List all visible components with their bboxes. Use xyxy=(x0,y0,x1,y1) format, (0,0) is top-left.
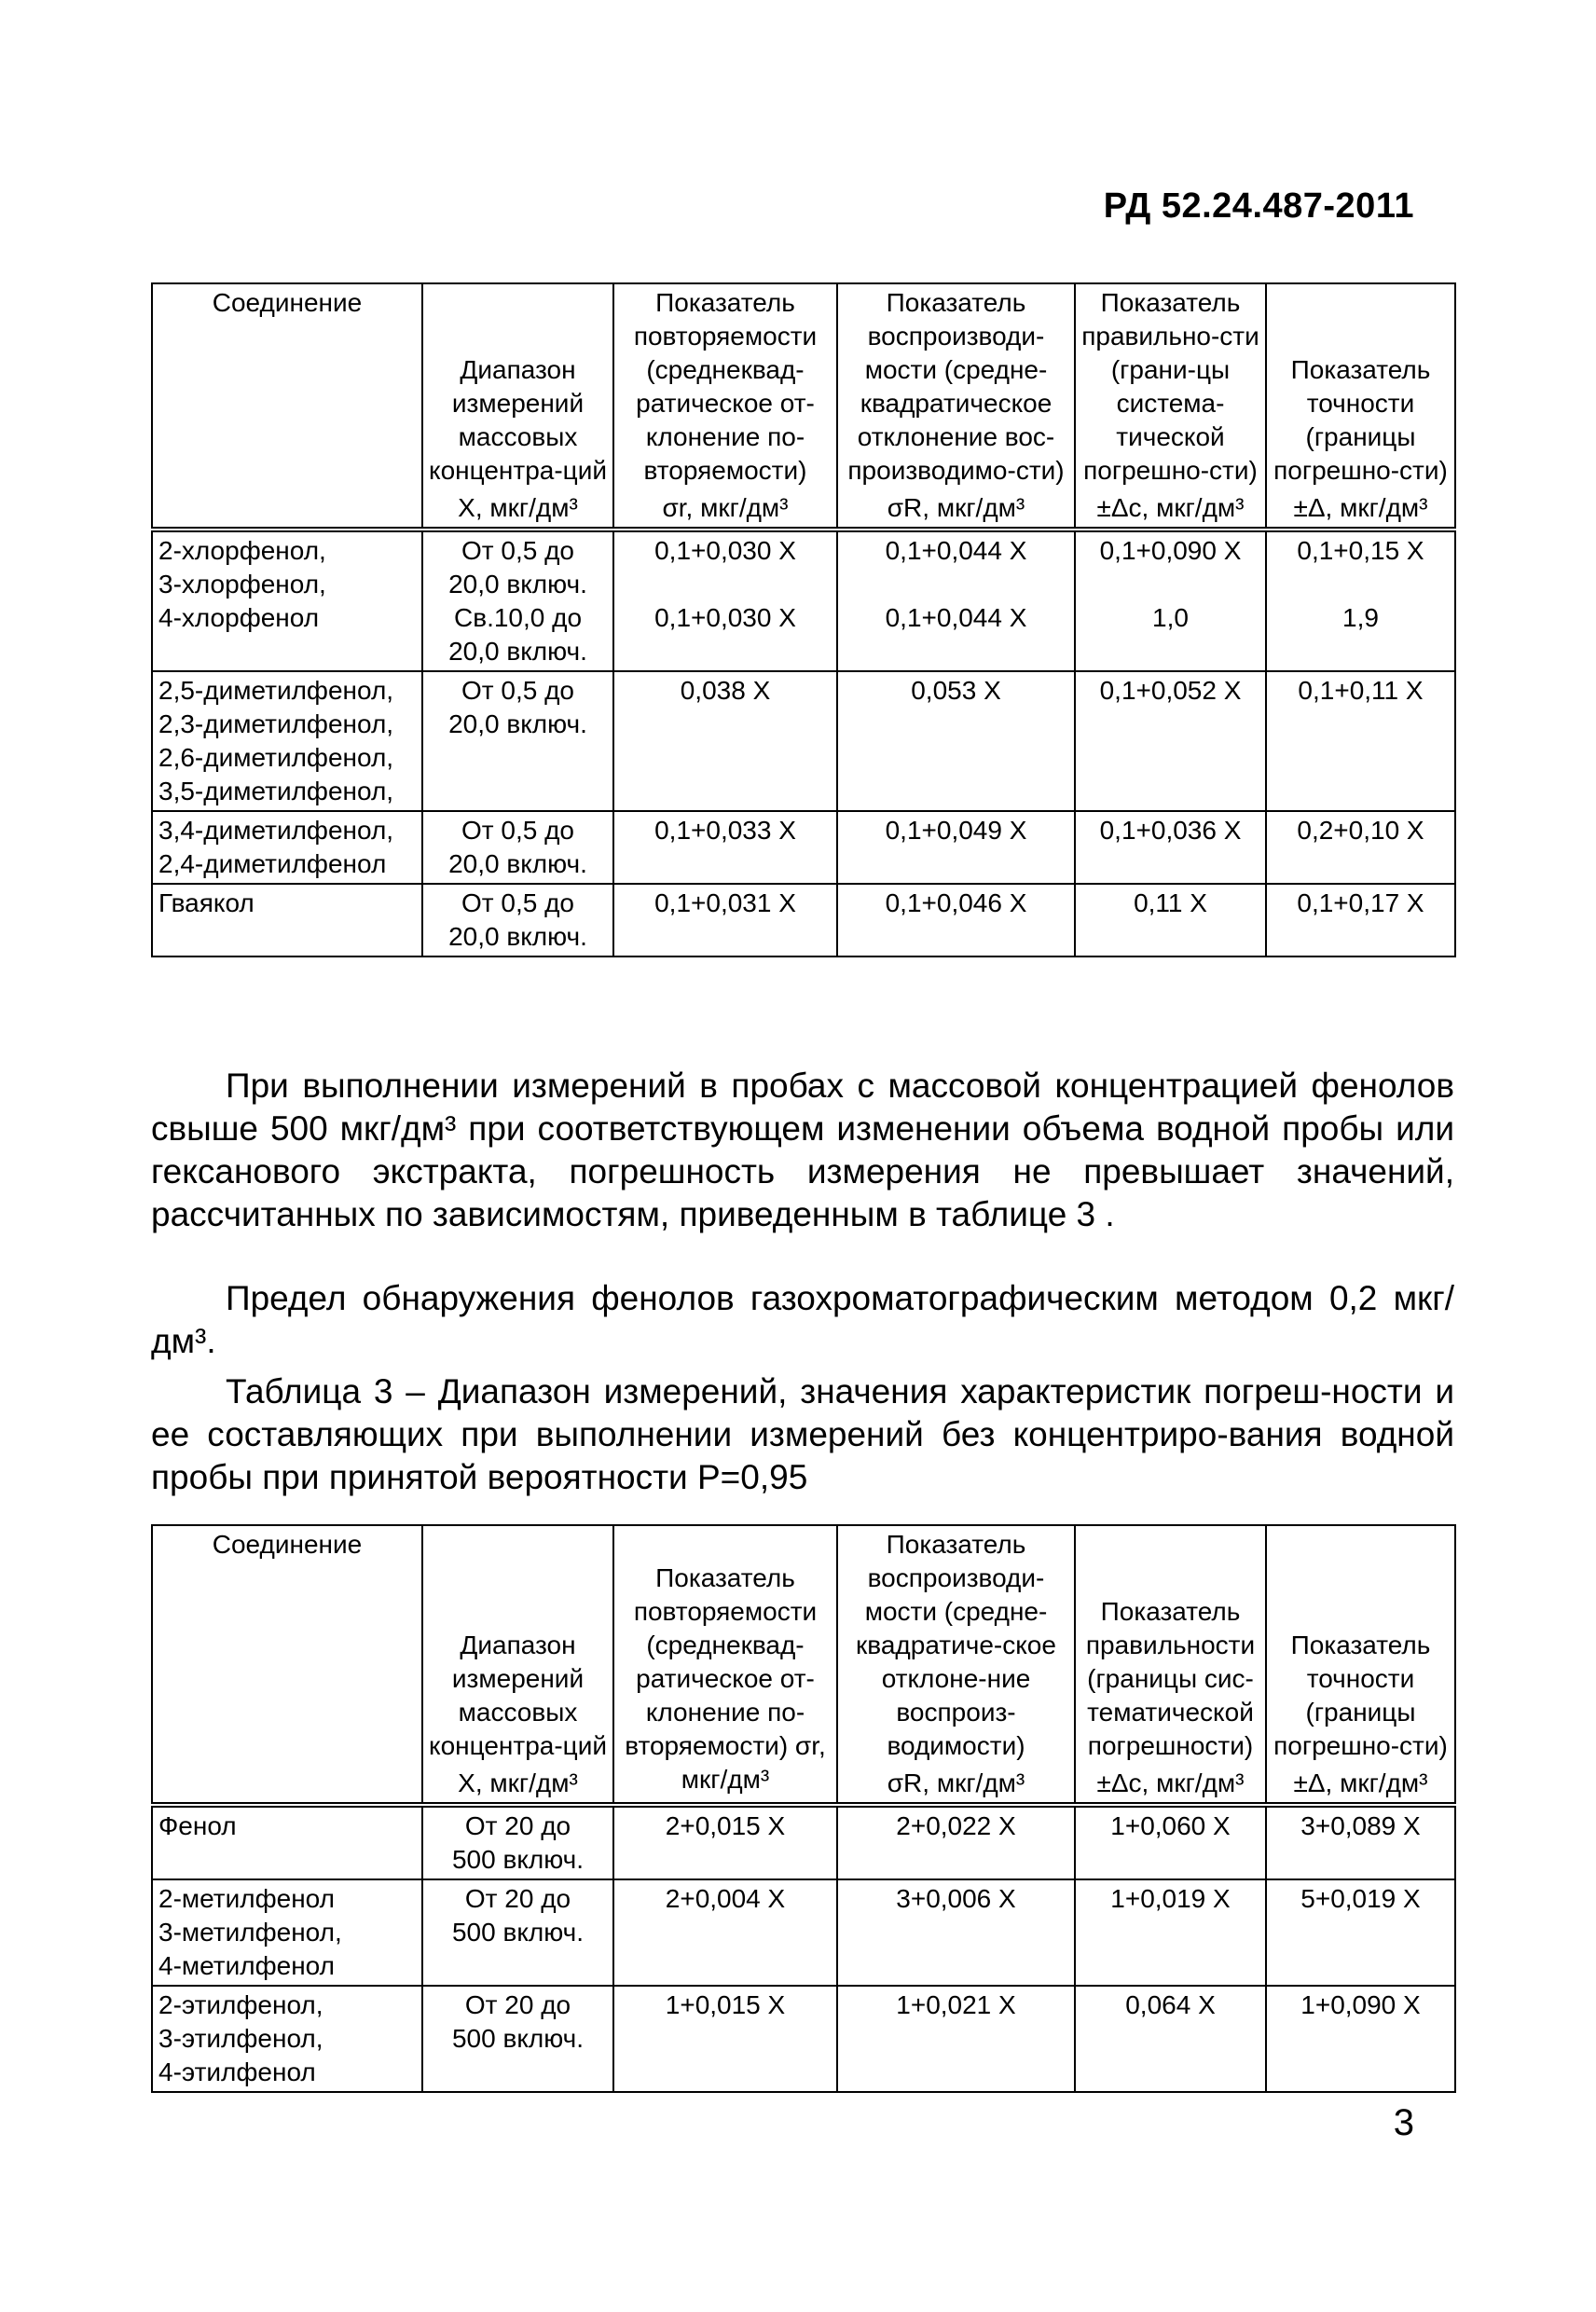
cell-line: 0,2+0,10 X xyxy=(1297,816,1424,845)
table-row xyxy=(152,884,1455,956)
cell-line: 0,1+0,030 X xyxy=(654,603,796,632)
table-cell-d xyxy=(1266,671,1455,811)
table-cell-sr xyxy=(613,530,837,671)
cell-line: 0,1+0,049 X xyxy=(885,816,1027,845)
cell-line: 1+0,060 X xyxy=(1110,1811,1231,1840)
cell-line: От 20 до xyxy=(464,1811,571,1840)
cell-line: 0,1+0,17 X xyxy=(1297,888,1424,917)
table-cell-range xyxy=(422,1805,613,1879)
cell-line: 0,1+0,031 X xyxy=(654,888,796,917)
cell-line: 4-метилфенол xyxy=(158,1951,335,1980)
cell-line: 3-этилфенол, xyxy=(158,2024,323,2053)
table-3 xyxy=(151,1524,1456,2093)
table-cell-dc xyxy=(1075,1805,1266,1879)
table-cell-dc xyxy=(1075,1879,1266,1986)
cell-line: 0,1+0,044 X xyxy=(885,536,1027,565)
cell-line: От 0,5 до xyxy=(461,888,574,917)
cell-line: 0,1+0,044 X xyxy=(885,603,1027,632)
table-header-row xyxy=(152,283,1455,530)
table-cell-d xyxy=(1266,1805,1455,1879)
cell-line: 5+0,019 X xyxy=(1300,1884,1421,1913)
table-cell-sR xyxy=(837,884,1075,956)
document-code: РД 52.24.487-2011 xyxy=(1103,186,1414,226)
table-cell-d xyxy=(1266,1879,1455,1986)
cell-line: Фенол xyxy=(158,1811,237,1840)
table-cell-range xyxy=(422,1879,613,1986)
table-cell-dc xyxy=(1075,671,1266,811)
table-cell-d xyxy=(1266,811,1455,884)
cell-line: 3+0,006 X xyxy=(896,1884,1016,1913)
table-cell-dc xyxy=(1075,1986,1266,2092)
cell-line: 0,11 X xyxy=(1134,888,1207,917)
table-row xyxy=(152,1805,1455,1879)
table-cell-compounds xyxy=(152,1879,422,1986)
column-header: Соединение xyxy=(152,283,422,530)
column-header: Показатель воспроизводи-мости (средне-квадратическое отклонение вос-производимо-сти) σR, мкг/дм³ xyxy=(837,283,1075,530)
cell-line: 0,1+0,033 X xyxy=(654,816,796,845)
cell-line: 2+0,015 X xyxy=(665,1811,786,1840)
cell-line: 3+0,089 X xyxy=(1300,1811,1421,1840)
cell-line: 2-хлорфенол, xyxy=(158,536,326,565)
table-cell-sR xyxy=(837,811,1075,884)
table-cell-sr xyxy=(613,671,837,811)
cell-line: 2,5-диметилфенол, xyxy=(158,676,394,705)
cell-line: 2+0,022 X xyxy=(896,1811,1016,1840)
column-header: Показатель точности (границы погрешно-сти) ±Δ, мкг/дм³ xyxy=(1266,283,1455,530)
cell-line: 0,053 X xyxy=(911,676,1001,705)
cell-line: 3,4-диметилфенол, xyxy=(158,816,394,845)
table-cell-dc xyxy=(1075,811,1266,884)
column-header: Диапазон измерений массовых концентра-ций X, мкг/дм³ xyxy=(422,1525,613,1805)
table-cell-range xyxy=(422,811,613,884)
table-cell-compounds xyxy=(152,530,422,671)
table-row xyxy=(152,530,1455,671)
cell-line: 1,9 xyxy=(1342,603,1379,632)
table-cell-sr xyxy=(613,1805,837,1879)
table-row xyxy=(152,1986,1455,2092)
table-cell-range xyxy=(422,1986,613,2092)
cell-line: 1+0,015 X xyxy=(665,1990,786,2019)
table-cell-dc xyxy=(1075,884,1266,956)
table-cell-compounds xyxy=(152,1986,422,2092)
table-cell-sR xyxy=(837,530,1075,671)
column-header: Показатель повторяемости (среднеквад-ратическое от-клонение по-вторяемости) σr, мкг/дм³ xyxy=(613,283,837,530)
cell-line: 1,0 xyxy=(1152,603,1189,632)
cell-line: 0,038 X xyxy=(680,676,771,705)
table-cell-compounds xyxy=(152,1805,422,1879)
column-header: Показатель повторяемости (среднеквад-ратическое от-клонение по-вторяемости) σr, мкг/дм³ xyxy=(613,1525,837,1805)
cell-line: 0,1+0,15 X xyxy=(1297,536,1424,565)
table-cell-sR xyxy=(837,1879,1075,1986)
table-row xyxy=(152,811,1455,884)
cell-line: 0,1+0,11 X xyxy=(1298,676,1424,705)
cell-line: Св.10,0 до xyxy=(453,603,583,632)
column-header: Диапазон измерений массовых концентра-ций X, мкг/дм³ xyxy=(422,283,613,530)
cell-line: От 0,5 до xyxy=(461,536,574,565)
table-cell-d xyxy=(1266,530,1455,671)
cell-line: 2-метилфенол xyxy=(158,1884,335,1913)
cell-line: 1+0,019 X xyxy=(1110,1884,1231,1913)
table-cell-compounds xyxy=(152,671,422,811)
cell-line xyxy=(1081,568,1259,601)
table-cell-d xyxy=(1266,1986,1455,2092)
table-row xyxy=(152,1879,1455,1986)
table-3-body xyxy=(152,1805,1455,2092)
cell-line: 0,1+0,090 X xyxy=(1099,536,1242,565)
cell-line: 1+0,090 X xyxy=(1300,1990,1421,2019)
cell-line: 3,5-диметилфенол, xyxy=(158,777,394,805)
cell-line: 0,1+0,030 X xyxy=(654,536,796,565)
table-3-caption: Таблица 3 – Диапазон измерений, значения характеристик погреш-ности и ее составляющих при выполнении измерений без концентриро-вания водной пробы при принятой вероятности P=0,95 xyxy=(151,1372,1454,1496)
table-cell-d xyxy=(1266,884,1455,956)
cell-line: 20,0 включ. xyxy=(448,570,587,599)
column-header: Показатель правильно-сти (грани-цы система-тической погрешно-сти) ±Δc, мкг/дм³ xyxy=(1075,283,1266,530)
cell-line: Гваякол xyxy=(158,888,255,917)
cell-line: 2,6-диметилфенол, xyxy=(158,743,394,772)
cell-line: От 0,5 до xyxy=(461,676,574,705)
column-header: Показатель правильности (границы сис-тематической погрешности) ±Δc, мкг/дм³ xyxy=(1075,1525,1266,1805)
cell-line: 3-метилфенол, xyxy=(158,1918,342,1947)
cell-line: 2+0,004 X xyxy=(665,1884,786,1913)
table-cell-sR xyxy=(837,671,1075,811)
column-header: Показатель точности (границы погрешно-сти) ±Δ, мкг/дм³ xyxy=(1266,1525,1455,1805)
page-number: 3 xyxy=(1393,2102,1414,2143)
cell-line: 3-хлорфенол, xyxy=(158,570,326,599)
cell-line xyxy=(1273,568,1449,601)
cell-line: 500 включ. xyxy=(451,1918,585,1947)
table-cell-sr xyxy=(613,1879,837,1986)
table-row xyxy=(152,671,1455,811)
cell-line: 500 включ. xyxy=(451,1845,585,1874)
paragraph-detection-limit: Предел обнаружения фенолов газохроматографическим методом 0,2 мкг/дм³. xyxy=(151,1279,1454,1360)
cell-line: От 20 до xyxy=(464,1884,571,1913)
cell-line: 2,4-диметилфенол xyxy=(158,849,387,878)
cell-line xyxy=(844,568,1068,601)
cell-line: 20,0 включ. xyxy=(448,709,587,738)
cell-line: 2,3-диметилфенол, xyxy=(158,709,394,738)
paragraph-measurement-note: При выполнении измерений в пробах с массовой концентрацией фенолов свыше 500 мкг/дм³ при соответствующем изменении объема водной пробы или гексанового экстракта, погрешность измерения не превышает значений, рассчитанных по зависимостям, приведенным в таблице 3 . xyxy=(151,1067,1454,1233)
table-cell-compounds xyxy=(152,884,422,956)
table-cell-sr xyxy=(613,811,837,884)
cell-line: 20,0 включ. xyxy=(448,637,587,666)
table-cell-sR xyxy=(837,1986,1075,2092)
table-cell-range xyxy=(422,884,613,956)
table-cell-sr xyxy=(613,884,837,956)
cell-line: 0,1+0,046 X xyxy=(885,888,1027,917)
cell-line: 0,1+0,036 X xyxy=(1099,816,1242,845)
cell-line: 4-этилфенол xyxy=(158,2057,316,2086)
table-cell-range xyxy=(422,671,613,811)
cell-line: 20,0 включ. xyxy=(448,922,587,951)
cell-line: 4-хлорфенол xyxy=(158,603,320,632)
table-1 xyxy=(151,282,1456,957)
table-cell-sR xyxy=(837,1805,1075,1879)
column-header: Показатель воспроизводи-мости (средне-квадратиче-ское отклоне-ние воспроиз-водимости) σR, мкг/дм³ xyxy=(837,1525,1075,1805)
table-cell-compounds xyxy=(152,811,422,884)
cell-line: От 0,5 до xyxy=(461,816,574,845)
column-header: Соединение xyxy=(152,1525,422,1805)
table-1-body xyxy=(152,530,1455,956)
cell-line xyxy=(620,568,831,601)
cell-line: 500 включ. xyxy=(451,2024,585,2053)
cell-line: 2-этилфенол, xyxy=(158,1990,323,2019)
table-cell-sr xyxy=(613,1986,837,2092)
cell-line: 0,064 X xyxy=(1125,1990,1216,2019)
table-cell-dc xyxy=(1075,530,1266,671)
table-header-row xyxy=(152,1525,1455,1805)
cell-line: От 20 до xyxy=(464,1990,571,2019)
table-cell-range xyxy=(422,530,613,671)
cell-line: 20,0 включ. xyxy=(448,849,587,878)
cell-line: 1+0,021 X xyxy=(896,1990,1016,2019)
cell-line: 0,1+0,052 X xyxy=(1099,676,1242,705)
